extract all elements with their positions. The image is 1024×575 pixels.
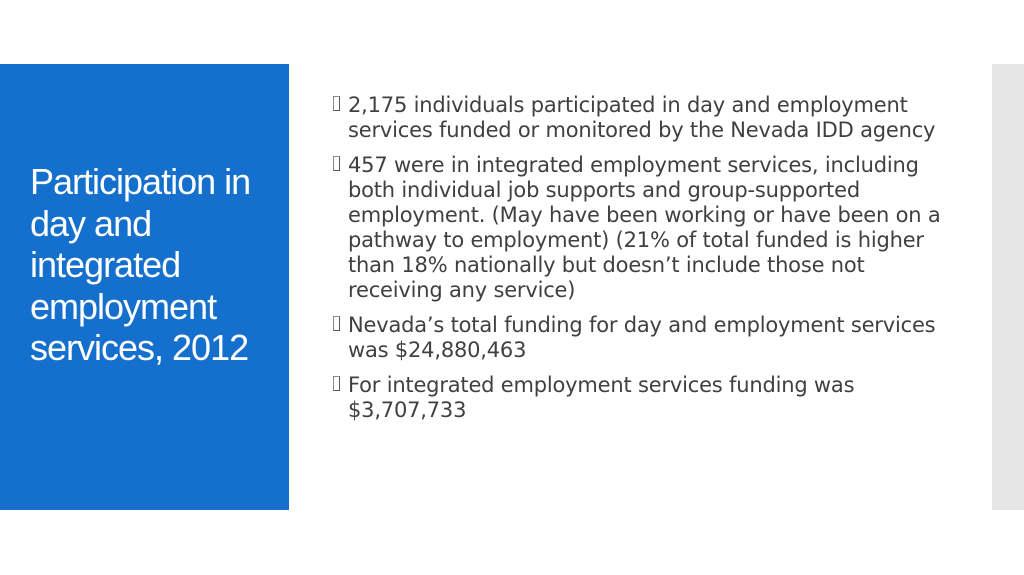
bullet-marker-icon xyxy=(333,376,340,391)
bullet-marker-icon xyxy=(333,156,340,171)
bullet-list xyxy=(332,93,942,433)
right-edge-strip xyxy=(992,64,1024,510)
bullet-text: Nevada’s total funding for day and employment services was $24,880,463 xyxy=(348,313,936,362)
bullet-text: 2,175 individuals participated in day and employment services funded or monitored by the Nevada IDD agency xyxy=(348,93,936,142)
bullet-text: 457 were in integrated employment services, including both individual job supports and group-supported employment. (May have been working or have been on a pathway to employment) (21% of total funded is higher than 18% nationally but doesn’t include those not receiving any service) xyxy=(348,153,941,302)
slide-title: Participation in day and integrated employment services, 2012 xyxy=(30,161,251,368)
bullet-item xyxy=(332,153,942,303)
bullet-marker-icon xyxy=(333,96,340,111)
bullet-item xyxy=(332,313,942,363)
bullet-marker-icon xyxy=(333,316,340,331)
bullet-item xyxy=(332,373,942,423)
bullet-item xyxy=(332,93,942,143)
bullet-text: For integrated employment services funding was $3,707,733 xyxy=(348,373,855,422)
